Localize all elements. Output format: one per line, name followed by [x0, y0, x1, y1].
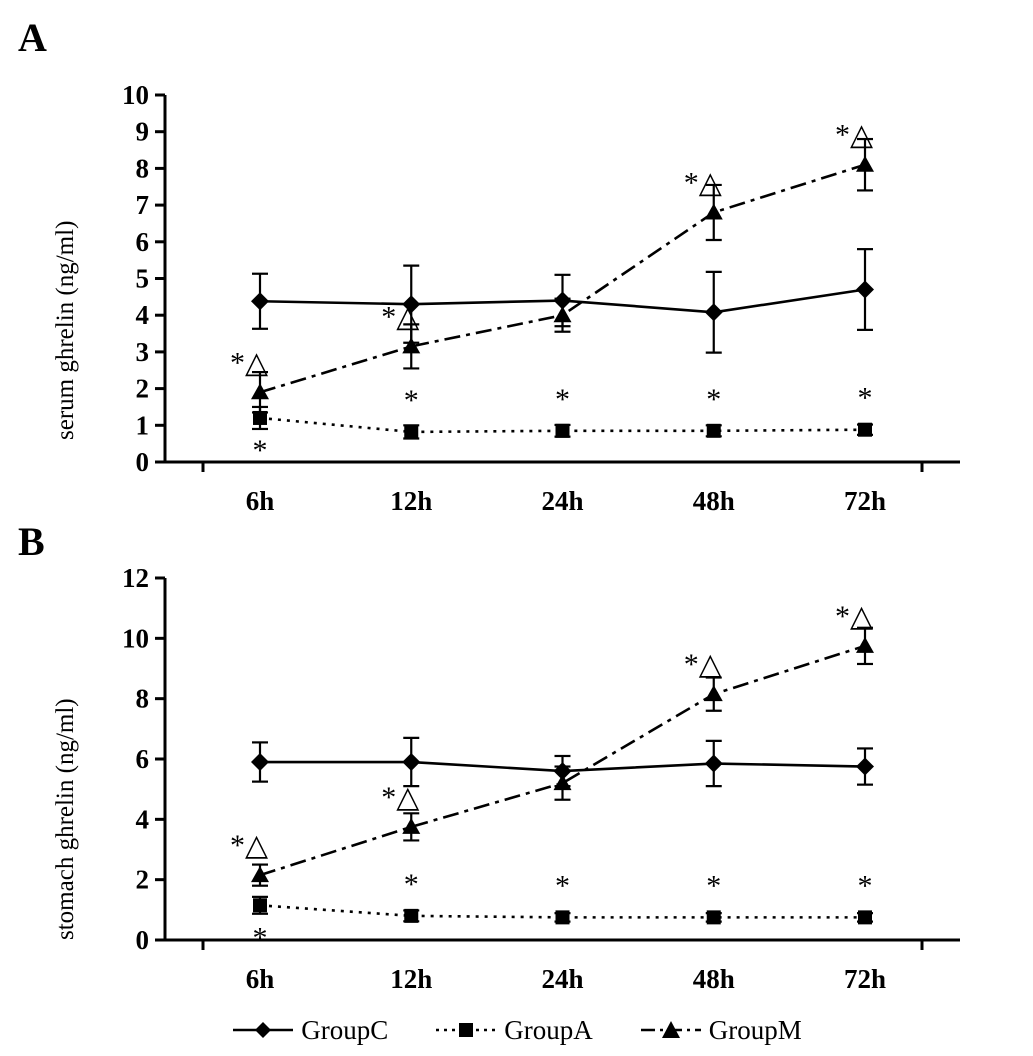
panel-a-label: A: [18, 15, 47, 60]
svg-text:0: 0: [135, 447, 149, 477]
svg-text:*: *: [706, 869, 722, 903]
svg-text:48h: 48h: [692, 486, 735, 516]
legend-label-groupc: GroupC: [301, 1014, 389, 1045]
svg-text:72h: 72h: [843, 486, 887, 516]
svg-text:*: *: [555, 869, 570, 903]
svg-text:*: *: [403, 383, 419, 417]
svg-text:6h: 6h: [245, 486, 275, 516]
legend-label-groupa: GroupA: [504, 1014, 593, 1045]
panel-b: [0, 519, 1033, 1000]
legend-marker-diamond: [231, 1018, 295, 1042]
svg-text:4: 4: [135, 300, 149, 331]
svg-text:*△: *△: [230, 346, 269, 380]
svg-text:7: 7: [135, 190, 149, 221]
svg-text:5: 5: [135, 263, 149, 294]
svg-text:2: 2: [135, 864, 149, 895]
svg-text:4: 4: [135, 804, 149, 835]
legend-item-groupm: [639, 1015, 802, 1046]
legend-label-groupm: GroupM: [708, 1014, 802, 1045]
svg-text:24h: 24h: [541, 964, 584, 994]
svg-text:12h: 12h: [390, 964, 433, 994]
svg-text:10: 10: [122, 80, 149, 110]
svg-text:0: 0: [135, 925, 149, 955]
svg-text:*△: *△: [835, 599, 874, 633]
svg-text:2: 2: [135, 373, 149, 404]
panel-b-y-axis-title: stomach ghrelin (ng/ml): [52, 698, 79, 940]
svg-text:*△: *△: [381, 300, 420, 334]
chart-legend: [0, 1005, 1033, 1055]
svg-text:8: 8: [135, 683, 149, 714]
svg-text:6h: 6h: [245, 964, 275, 994]
legend-item-groupa: [434, 1015, 593, 1046]
svg-text:12h: 12h: [390, 486, 433, 516]
svg-text:*: *: [857, 869, 873, 903]
panel-a-y-axis-title: serum ghrelin (ng/ml): [52, 220, 79, 440]
panel-b-plot: [0, 530, 1033, 1000]
panel-b-label: B: [18, 519, 45, 564]
svg-text:12: 12: [122, 563, 149, 593]
svg-text:*: *: [555, 382, 570, 416]
svg-text:*△: *△: [683, 166, 722, 200]
svg-text:*: *: [857, 381, 873, 415]
legend-marker-square: [434, 1018, 498, 1042]
svg-text:*△: *△: [683, 648, 722, 682]
svg-text:8: 8: [135, 153, 149, 184]
svg-text:3: 3: [135, 336, 149, 367]
legend-item-groupc: [231, 1015, 388, 1046]
svg-text:6: 6: [135, 226, 149, 257]
legend-marker-triangle: [639, 1018, 703, 1042]
svg-text:*△: *△: [835, 118, 874, 152]
svg-text:*△: *△: [381, 780, 420, 814]
svg-text:*: *: [252, 921, 268, 955]
svg-text:*: *: [403, 867, 419, 901]
svg-text:10: 10: [122, 623, 149, 654]
svg-text:24h: 24h: [541, 486, 584, 516]
svg-text:*△: *△: [230, 829, 269, 863]
svg-text:72h: 72h: [843, 964, 887, 994]
svg-text:*: *: [706, 382, 722, 416]
svg-text:48h: 48h: [692, 964, 735, 994]
svg-text:*: *: [252, 433, 268, 467]
svg-text:6: 6: [135, 744, 149, 774]
svg-text:9: 9: [135, 116, 149, 147]
svg-text:1: 1: [135, 410, 149, 441]
